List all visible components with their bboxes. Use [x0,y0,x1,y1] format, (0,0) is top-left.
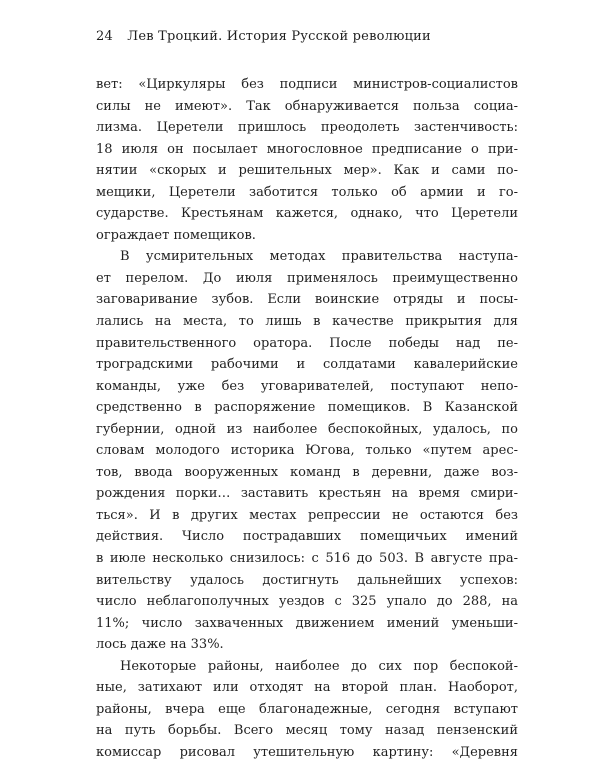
text-line: в июле несколько снизилось: с 516 до 503. В августе пра- [96,551,518,567]
text-line: число неблагополучных уездов с 325 упало до 288, на [96,594,518,610]
text-line: Некоторые районы, наиболее до сих пор беспокой- [120,658,518,674]
text-line: сударстве. Крестьянам кажется, однако, что Церетели [96,206,518,222]
text-line: районы, вчера еще благонадежные, сегодня вступают [96,701,518,717]
body-text [96,74,518,764]
text-line: мещики, Церетели заботится только об армии и го- [96,184,518,200]
text-line: вительству удалось достигнуть дальнейших успехов: [96,572,518,588]
text-line: комиссар рисовал утешительную картину: «Деревня [96,744,518,760]
text-line: нятии «скорых и решительных мер». Как и сами по- [96,163,518,179]
text-line: 11%; число захваченных движением имений уменьши- [96,615,518,631]
text-line: лались на места, то лишь в качестве прикрытия для [96,314,518,330]
text-line: вет: «Циркуляры без подписи министров-социалистов [96,77,518,92]
text-line: правительственного оратора. После победы над пе- [96,335,518,351]
text-line: словам молодого историка Югова, только «путем арес- [96,443,518,459]
text-line: ет перелом. До июля применялось преимущественно [96,270,518,286]
text-line: тов, ввода вооруженных команд в деревни, даже воз- [96,464,518,480]
text-line: команды, уже без уговаривателей, поступают непо- [96,378,518,394]
text-line: В усмирительных методах правительства наступа- [120,249,518,265]
text-line: действия. Число пострадавших помещичьих имений [96,529,518,545]
text-line: троградскими рабочими и солдатами кавалерийские [96,357,518,373]
text-line: лизма. Церетели пришлось преодолеть застенчивость: [96,120,518,136]
paragraph [96,656,518,764]
paragraph [96,246,518,655]
running-header [96,26,516,48]
running-title: Лев Троцкий. История Русской революции [127,29,431,44]
text-line: лось даже на 33%. [96,637,224,653]
text-line: губернии, одной из наиболее беспокойных, удалось, по [96,421,518,437]
text-line: рождения порки… заставить крестьян на время смири- [96,486,518,502]
text-line: силы не имеют». Так обнаруживается польза социа- [96,98,518,114]
text-line: ться». И в других местах репрессии не остаются без [96,507,518,523]
text-line: на путь борьбы. Всего месяц тому назад пензенский [96,723,518,739]
text-line: заговаривание зубов. Если воинские отряды и посы- [96,292,518,308]
page-number: 24 [96,29,113,44]
paragraph [96,74,518,246]
text-line: ные, затихают или отходят на второй план. Наоборот, [96,680,518,696]
text-line: 18 июля он посылает многословное предписание о при- [96,141,518,157]
text-line: средственно в распоряжение помещиков. В Казанской [96,400,518,416]
text-line: ограждает помещиков. [96,227,256,243]
